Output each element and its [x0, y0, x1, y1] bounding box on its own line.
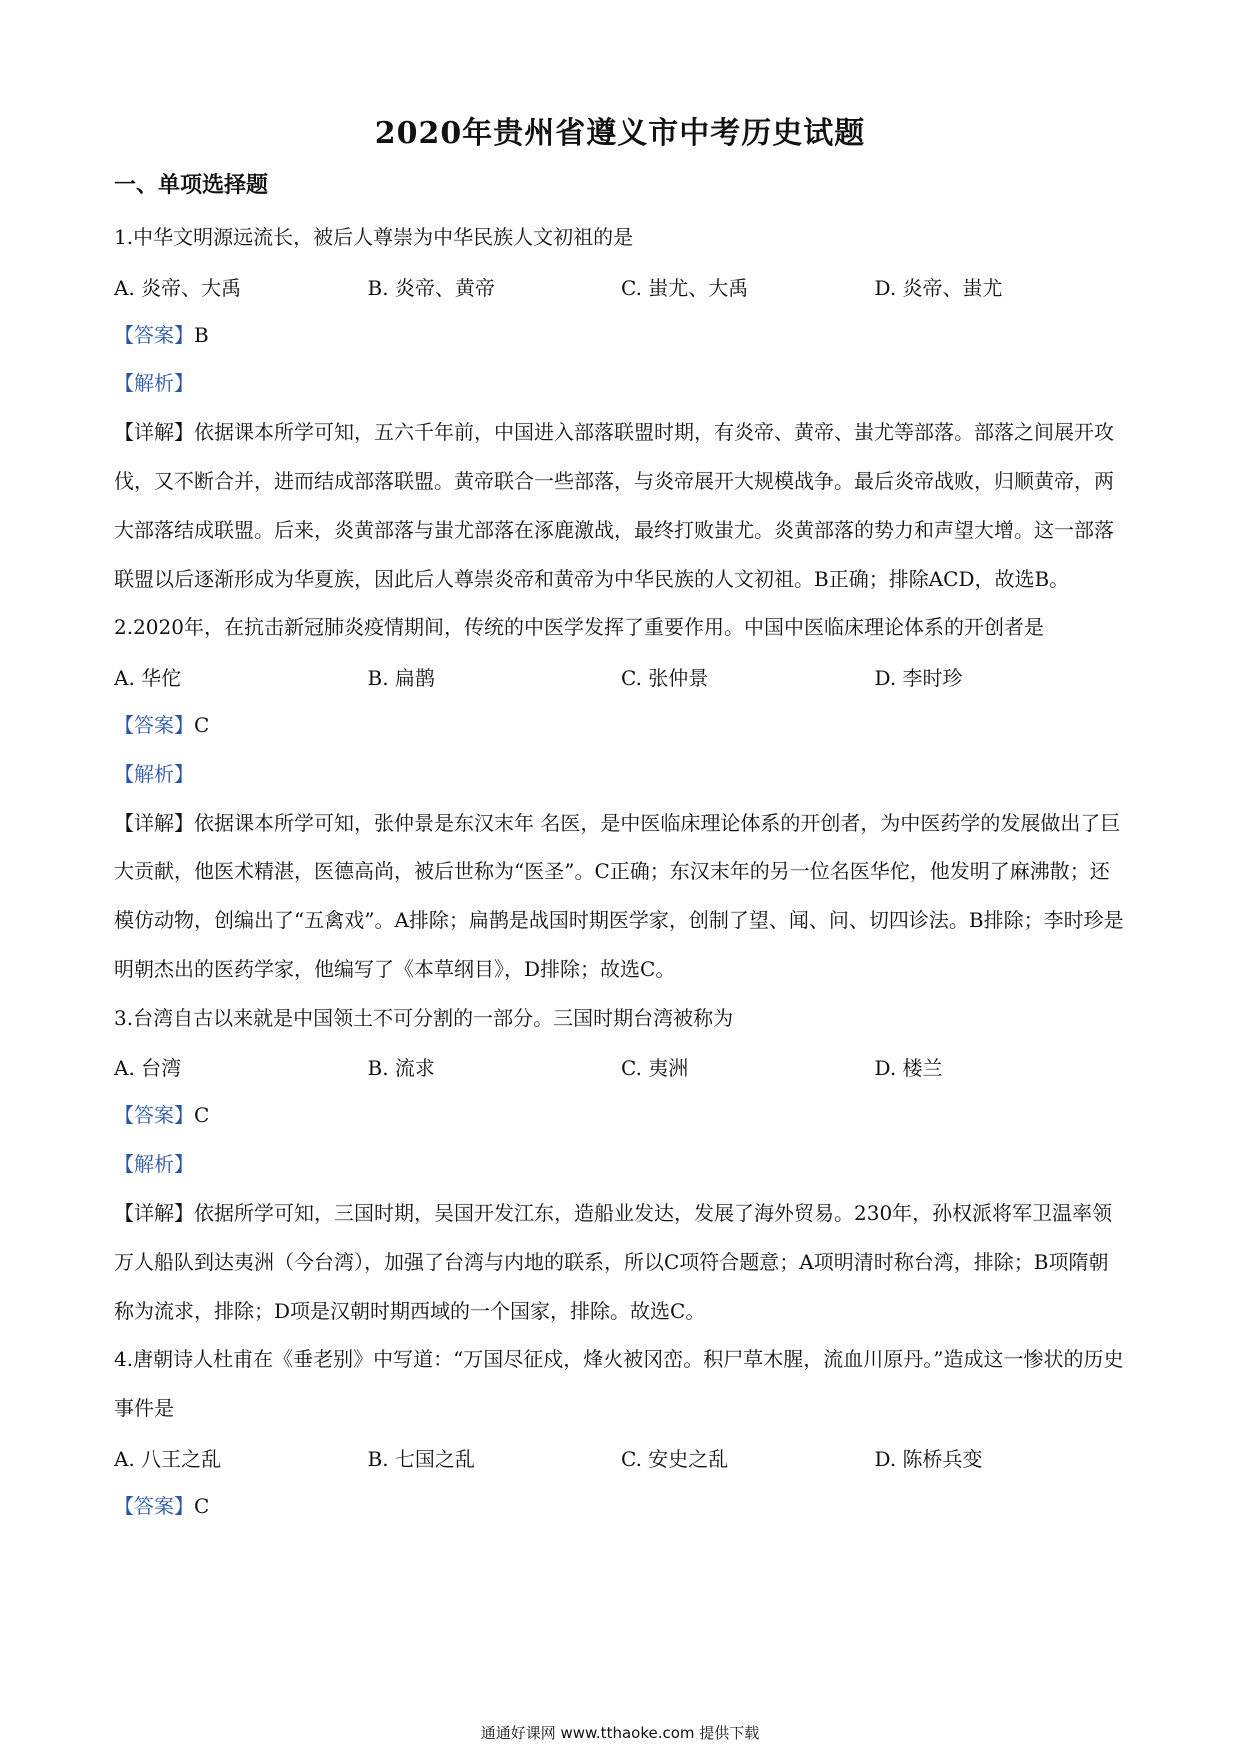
detail-text: 依据课本所学可知，张仲景是东汉末年 名医，是中医临床理论体系的开创者，为中医药学的发展做出了巨大贡献，他医术精湛，医德高尚，被后世称为“医圣”。C正确；东汉末年的另一位名医华佗，他发明了麻沸散；还模仿动物，创编出了“五禽戏”。A排除；扁鹊是战国时期医学家，创制了望、闻、问、切四诊法。B排除；李时珍是明朝杰出的医药学家，他编写了《本草纲目》，D排除；故选C。 — [114, 810, 1124, 981]
analysis-line — [114, 359, 1128, 408]
answer-value: C — [194, 1103, 210, 1128]
detail-tag: 【详解】 — [114, 420, 194, 445]
option-d: D. 李时珍 — [874, 666, 963, 691]
option-c: C. 蚩尤、大禹 — [621, 275, 749, 300]
option-d: D. 炎帝、蚩尤 — [874, 275, 1003, 300]
option-c: C. 安史之乱 — [621, 1446, 729, 1471]
analysis-tag: 【解析】 — [114, 761, 194, 786]
question-2 — [114, 603, 1128, 993]
answer-line — [114, 1091, 1128, 1140]
answer-tag: 【答案】 — [114, 712, 194, 737]
analysis-line — [114, 1140, 1128, 1189]
section-heading: 一、单项选择题 — [114, 172, 269, 198]
option-row — [114, 262, 1128, 311]
option-b: B. 炎帝、黄帝 — [367, 275, 495, 300]
option-c: C. 张仲景 — [621, 666, 709, 691]
question-stem: 3.台湾自古以来就是中国领土不可分割的一部分。三国时期台湾被称为 — [114, 1005, 734, 1030]
question-stem: 1.中华文明源远流长，被后人尊崇为中华民族人文初祖的是 — [114, 225, 634, 249]
detail-tag: 【详解】 — [114, 1200, 194, 1225]
detail-text: 依据课本所学可知，五六千年前，中国进入部落联盟时期，有炎帝、黄帝、蚩尤等部落。部落之间展开攻伐，又不断合并，进而结成部落联盟。黄帝联合一些部落，与炎帝展开大规模战争。最后炎帝战败，归顺黄帝，两大部落结成联盟。后来，炎黄部落与蚩尤部落在涿鹿激战，最终打败蚩尤。炎黄部落的势力和声望大增。这一部落联盟以后逐渐形成为华夏族，因此后人尊崇炎帝和黄帝为中华民族的人文初祖。B正确；排除ACD，故选B。 — [114, 420, 1114, 591]
answer-line — [114, 1482, 1128, 1531]
answer-tag: 【答案】 — [114, 1493, 194, 1518]
question-stem: 2.2020年，在抗击新冠肺炎疫情期间，传统的中医学发挥了重要作用。中国中医临床理论体系的开创者是 — [114, 615, 1044, 640]
answer-line — [114, 311, 1128, 360]
analysis-tag: 【解析】 — [114, 1152, 194, 1177]
detail-paragraph — [114, 1189, 1128, 1335]
answer-tag: 【答案】 — [114, 1103, 194, 1128]
option-d: D. 陈桥兵变 — [874, 1446, 983, 1471]
option-row — [114, 1433, 1128, 1482]
question-4 — [114, 1335, 1128, 1530]
option-a: A. 台湾 — [114, 1056, 182, 1081]
answer-value: C — [194, 712, 210, 737]
option-a: A. 华佗 — [114, 666, 182, 691]
page-title: 2020年贵州省遵义市中考历史试题 — [374, 116, 866, 151]
option-b: B. 扁鹊 — [367, 666, 435, 691]
option-row — [114, 1043, 1128, 1092]
option-row — [114, 652, 1128, 701]
answer-tag: 【答案】 — [114, 322, 194, 347]
option-d: D. 楼兰 — [874, 1056, 943, 1081]
option-a: A. 八王之乱 — [114, 1446, 222, 1471]
detail-paragraph — [114, 408, 1128, 603]
question-list — [114, 213, 1128, 1531]
question-3 — [114, 994, 1128, 1336]
question-1 — [114, 213, 1128, 603]
detail-tag: 【详解】 — [114, 810, 194, 835]
detail-text: 依据所学可知，三国时期，吴国开发江东，造船业发达，发展了海外贸易。230年，孙权派将军卫温率领万人船队到达夷洲（今台湾），加强了台湾与内地的联系，所以C项符合题意；A项明清时称台湾，排除；B项隋朝称为流求，排除；D项是汉朝时期西域的一个国家，排除。故选C。 — [114, 1200, 1113, 1323]
option-b: B. 七国之乱 — [367, 1446, 475, 1471]
analysis-tag: 【解析】 — [114, 371, 194, 396]
analysis-line — [114, 750, 1128, 799]
answer-value: B — [194, 322, 209, 347]
option-c: C. 夷洲 — [621, 1056, 689, 1081]
option-a: A. 炎帝、大禹 — [114, 275, 242, 300]
question-stem: 4.唐朝诗人杜甫在《垂老别》中写道：“万国尽征戍，烽火被冈峦。积尸草木腥，流血川原丹。”造成这一惨状的历史事件是 — [114, 1347, 1124, 1421]
page-footer: 通通好课网 www.tthaoke.com 提供下载 — [480, 1724, 760, 1742]
answer-line — [114, 701, 1128, 750]
answer-value: C — [194, 1493, 210, 1518]
detail-paragraph — [114, 799, 1128, 994]
option-b: B. 流求 — [367, 1056, 435, 1081]
